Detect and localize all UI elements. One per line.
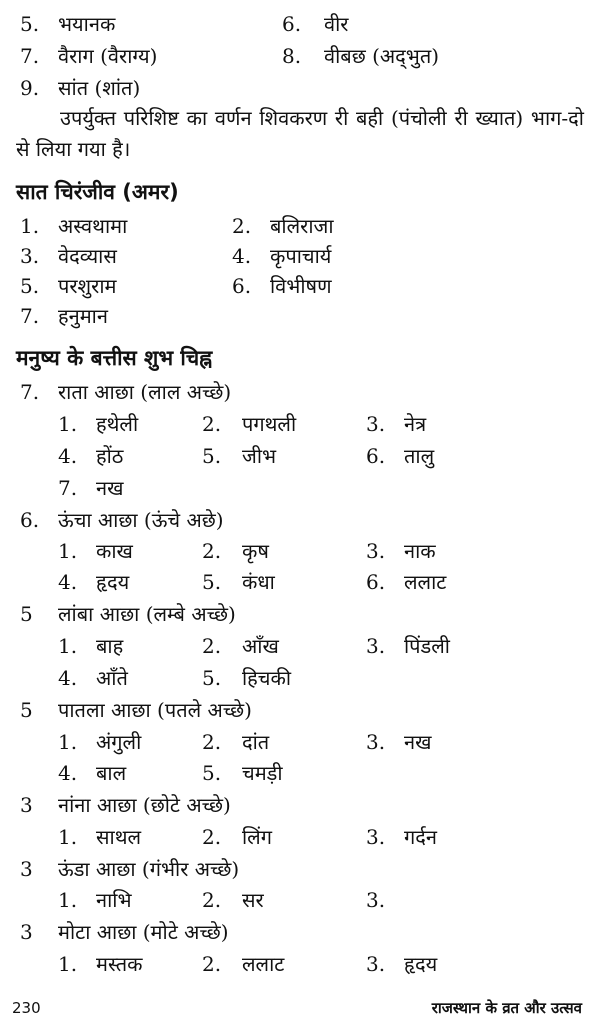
item-number: 1. [58, 412, 78, 436]
item-text: विभीषण [270, 274, 332, 298]
sign-row [0, 884, 600, 916]
chiranjeevi-row [0, 240, 600, 272]
sign-group-title [0, 789, 600, 821]
item-number: 1. [58, 730, 78, 754]
item-text: आँते [96, 666, 128, 690]
item-number: 6. [282, 12, 302, 36]
item-text: हनुमान [58, 304, 108, 328]
item-number: 2. [202, 952, 222, 976]
item-text: अस्वथामा [58, 214, 128, 238]
item-number: 2. [202, 412, 222, 436]
rasa-row [0, 72, 600, 104]
item-number: 4. [58, 761, 78, 785]
item-text: बलिराजा [270, 214, 334, 238]
item-text: ललाट [242, 952, 285, 976]
chiranjeevi-heading: सात चिरंजीव (अमर) [16, 180, 179, 204]
sign-row [0, 535, 600, 567]
item-text: काख [96, 539, 133, 563]
sign-group-title [0, 504, 600, 536]
item-number: 3. [366, 952, 386, 976]
sign-row [0, 948, 600, 980]
item-text: मस्तक [96, 952, 143, 976]
item-number: 5. [202, 444, 222, 468]
item-number: 1. [58, 825, 78, 849]
item-text: आँख [242, 634, 279, 658]
sign-group-title [0, 853, 600, 885]
item-text: वीबछ (अद्‌भुत) [324, 44, 440, 68]
item-text: ललाट [404, 570, 447, 594]
item-text: कृष [242, 539, 269, 563]
item-number: 5. [20, 12, 40, 36]
item-text: दांत [242, 730, 270, 754]
item-number: 5. [202, 761, 222, 785]
item-text: हृदय [96, 570, 130, 594]
sign-group-title [0, 916, 600, 948]
item-text: वीर [324, 12, 349, 36]
group-title: नांना आछा (छोटे अच्छे) [58, 793, 231, 817]
item-number: 3. [366, 412, 386, 436]
group-count: 5 [20, 602, 33, 626]
group-title: मोटा आछा (मोटे अच्छे) [58, 920, 229, 944]
sign-row [0, 662, 600, 694]
book-title: राजस्थान के व्रत और उत्सव [431, 999, 582, 1017]
item-number: 1. [20, 214, 40, 238]
item-number: 1. [58, 888, 78, 912]
item-text: वेदव्यास [58, 244, 117, 268]
sign-group-title [0, 694, 600, 726]
item-text: वैराग (वैराग्य) [58, 44, 158, 68]
source-paragraph: उपर्युक्त परिशिष्ट का वर्णन शिवकरण री बही (पंचोली री ख्यात) भाग-दो से लिया गया है। [16, 106, 584, 161]
item-number: 3. [366, 888, 386, 912]
item-number: 2. [232, 214, 252, 238]
chiranjeevi-row [0, 300, 600, 332]
item-number: 3. [366, 539, 386, 563]
item-text: नेत्र [404, 412, 427, 436]
sign-row [0, 472, 600, 504]
item-number: 5. [20, 274, 40, 298]
signs-heading: मनुष्य के बत्तीस शुभ चिह्न [16, 346, 213, 370]
item-number: 7. [58, 476, 78, 500]
item-number: 5. [202, 570, 222, 594]
item-number: 9. [20, 76, 40, 100]
item-number: 2. [202, 825, 222, 849]
item-text: साथल [96, 825, 142, 849]
item-text: होंठ [96, 444, 124, 468]
group-title: राता आछा (लाल अच्छे) [58, 380, 232, 404]
item-text: पिंडली [404, 634, 450, 658]
group-count: 6. [20, 508, 40, 532]
item-number: 3. [20, 244, 40, 268]
item-number: 1. [58, 952, 78, 976]
item-number: 3. [366, 825, 386, 849]
item-number: 6. [366, 570, 386, 594]
group-count: 5 [20, 698, 33, 722]
sign-row [0, 440, 600, 472]
group-count: 3 [20, 793, 33, 817]
item-text: चमड़ी [242, 761, 283, 785]
item-number: 1. [58, 539, 78, 563]
sign-row [0, 757, 600, 789]
item-text: हिचकी [242, 666, 292, 690]
item-number: 5. [202, 666, 222, 690]
item-text: जीभ [242, 444, 277, 468]
group-title: ऊंडा आछा (गंभीर अच्छे) [58, 857, 240, 881]
rasa-row [0, 8, 600, 40]
sign-group-title [0, 598, 600, 630]
item-text: सर [242, 888, 264, 912]
item-text: नख [96, 476, 124, 500]
item-text: कृपाचार्य [270, 244, 332, 268]
group-count: 3 [20, 920, 33, 944]
group-title: लांबा आछा (लम्बे अच्छे) [58, 602, 236, 626]
item-number: 4. [58, 570, 78, 594]
group-count: 3 [20, 857, 33, 881]
item-number: 1. [58, 634, 78, 658]
item-number: 4. [58, 444, 78, 468]
rasa-row [0, 40, 600, 72]
sign-row [0, 630, 600, 662]
item-text: लिंग [242, 825, 272, 849]
chiranjeevi-row [0, 270, 600, 302]
item-text: बाल [96, 761, 127, 785]
chiranjeevi-row [0, 210, 600, 242]
sign-row [0, 726, 600, 758]
item-text: पगथली [242, 412, 297, 436]
group-title: ऊंचा आछा (ऊंचे अछे) [58, 508, 224, 532]
item-text: गर्दन [404, 825, 437, 849]
item-number: 2. [202, 634, 222, 658]
item-number: 6. [366, 444, 386, 468]
item-text: परशुराम [58, 274, 117, 298]
item-number: 2. [202, 539, 222, 563]
item-number: 8. [282, 44, 302, 68]
sign-row [0, 566, 600, 598]
item-number: 3. [366, 730, 386, 754]
item-number: 4. [232, 244, 252, 268]
item-text: बाह [96, 634, 124, 658]
item-number: 3. [366, 634, 386, 658]
item-text: अंगुली [96, 730, 142, 754]
item-text: कंधा [242, 570, 275, 594]
item-number: 2. [202, 888, 222, 912]
item-number: 7. [20, 44, 40, 68]
item-number: 4. [58, 666, 78, 690]
item-number: 6. [232, 274, 252, 298]
item-text: तालु [404, 444, 435, 468]
item-number: 2. [202, 730, 222, 754]
item-text: नाक [404, 539, 436, 563]
item-text: नाभि [96, 888, 132, 912]
item-text: हृदय [404, 952, 438, 976]
item-text: हथेली [96, 412, 139, 436]
page-number: 230 [12, 999, 41, 1017]
sign-group-title [0, 376, 600, 408]
item-text: भयानक [58, 12, 116, 36]
item-text: नख [404, 730, 432, 754]
item-text: सांत (शांत) [58, 76, 141, 100]
item-number: 7. [20, 304, 40, 328]
group-count: 7. [20, 380, 40, 404]
sign-row [0, 408, 600, 440]
group-title: पातला आछा (पतले अच्छे) [58, 698, 252, 722]
sign-row [0, 821, 600, 853]
